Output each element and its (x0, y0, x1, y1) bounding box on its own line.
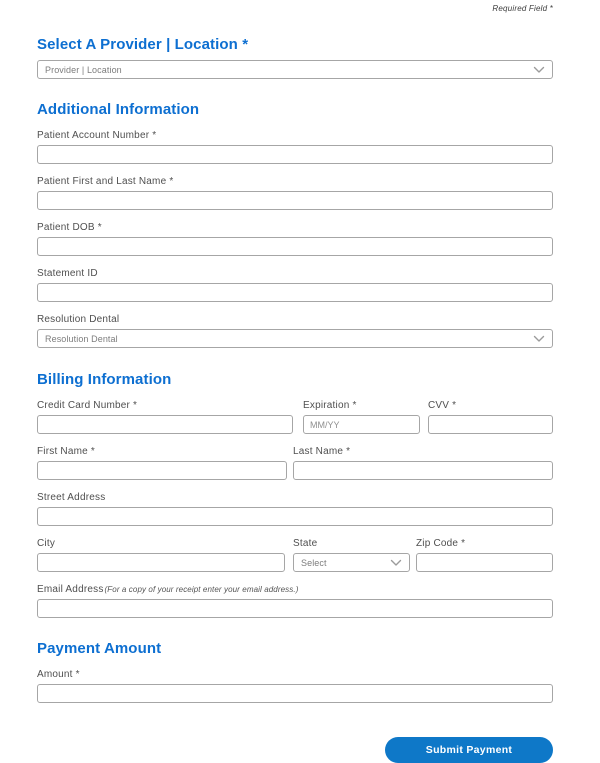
statement-id-input[interactable] (37, 283, 553, 302)
expiration-group (303, 400, 420, 434)
required-field-note: Required Field * (492, 4, 553, 13)
email-group (37, 584, 553, 618)
chevron-down-icon (533, 330, 545, 348)
patient-name-label: Patient First and Last Name * (37, 176, 174, 187)
provider-location-select[interactable] (37, 60, 553, 79)
state-select[interactable] (293, 553, 410, 572)
provider-location-select-value: Provider | Location (45, 64, 122, 75)
state-group (293, 538, 410, 572)
cvv-input[interactable] (428, 415, 553, 434)
street-address-label: Street Address (37, 492, 106, 503)
email-note: (For a copy of your receipt enter your email address.) (104, 585, 299, 594)
provider-section-heading: Select A Provider | Location * (37, 36, 249, 53)
first-name-input[interactable] (37, 461, 287, 480)
name-row (37, 446, 553, 480)
patient-dob-label: Patient DOB * (37, 222, 102, 233)
patient-account-input[interactable] (37, 145, 553, 164)
cvv-label: CVV * (428, 400, 457, 411)
first-name-group (37, 446, 287, 480)
patient-account-group (37, 130, 553, 164)
zip-label: Zip Code * (416, 538, 466, 549)
last-name-label: Last Name * (293, 446, 351, 457)
email-input[interactable] (37, 599, 553, 618)
resolution-dental-select-value: Resolution Dental (45, 333, 118, 344)
resolution-dental-select[interactable] (37, 329, 553, 348)
city-group (37, 538, 285, 572)
email-label: Email Address (37, 584, 104, 595)
statement-id-label: Statement ID (37, 268, 98, 279)
amount-input[interactable] (37, 684, 553, 703)
zip-input[interactable] (416, 553, 553, 572)
chevron-down-icon (390, 554, 402, 572)
credit-card-input[interactable] (37, 415, 293, 434)
last-name-group (293, 446, 553, 480)
zip-group (416, 538, 553, 572)
state-label: State (293, 538, 318, 549)
credit-card-group (37, 400, 293, 434)
expiration-label: Expiration * (303, 400, 357, 411)
email-label-row (37, 584, 553, 595)
patient-name-input[interactable] (37, 191, 553, 210)
billing-info-heading: Billing Information (37, 371, 172, 388)
resolution-dental-label: Resolution Dental (37, 314, 120, 325)
patient-dob-group (37, 222, 553, 256)
amount-label: Amount * (37, 669, 80, 680)
submit-row (37, 737, 553, 763)
cvv-group (428, 400, 553, 434)
city-label: City (37, 538, 56, 549)
state-select-value: Select (301, 557, 327, 568)
street-address-group (37, 492, 553, 526)
amount-group (37, 669, 553, 703)
street-address-input[interactable] (37, 507, 553, 526)
city-input[interactable] (37, 553, 285, 572)
payment-amount-heading: Payment Amount (37, 640, 162, 657)
expiration-input[interactable] (303, 415, 420, 434)
submit-payment-button[interactable]: Submit Payment (385, 737, 553, 763)
patient-dob-input[interactable] (37, 237, 553, 256)
city-state-zip-row (37, 538, 553, 572)
credit-card-label: Credit Card Number * (37, 400, 138, 411)
patient-name-group (37, 176, 553, 210)
additional-info-heading: Additional Information (37, 101, 200, 118)
chevron-down-icon (533, 61, 545, 79)
patient-account-label: Patient Account Number * (37, 130, 157, 141)
first-name-label: First Name * (37, 446, 95, 457)
resolution-dental-group (37, 314, 553, 348)
last-name-input[interactable] (293, 461, 553, 480)
card-row (37, 400, 553, 434)
statement-id-group (37, 268, 553, 302)
